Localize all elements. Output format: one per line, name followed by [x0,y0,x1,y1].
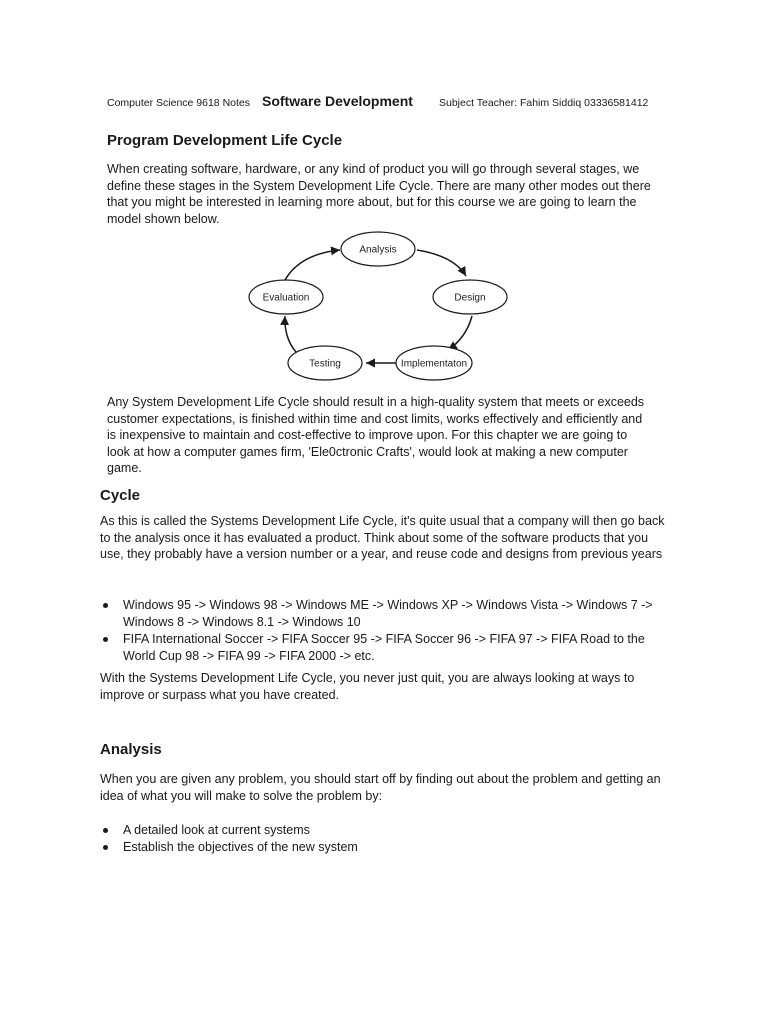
list-item [100,822,666,839]
bullet-icon [103,828,108,833]
arrow-design-to-implementation [448,316,472,350]
cycle-bullet-list [100,597,666,665]
node-testing-label: Testing [309,358,341,370]
document-title: Software Development [262,93,413,109]
bullet-icon [103,603,108,608]
teacher-label: Subject Teacher: Fahim Siddiq 03336581412 [439,97,649,109]
node-implementation-label: Implementaton [400,358,468,370]
pdlc-intro-paragraph: When creating software, hardware, or any kind of product you will go through several stages, we define these stages in the System Development Life Cycle. There are many other modes out there that you might be interested in learning more about, but for this course we are going to learn the model shown below. [107,162,651,226]
bullet-icon [103,845,108,850]
node-implementation [396,346,472,380]
list-item-text: A detailed look at current systems [123,823,310,837]
list-item-text: Windows 95 -> Windows 98 -> Windows ME -> Windows XP -> Windows Vista -> Windows 7 -> Windows 8 -> Windows 8.1 -> Windows 10 [123,598,653,629]
arrow-testing-to-evaluation [285,316,296,352]
cycle-intro-paragraph: As this is called the Systems Development Life Cycle, it's quite usual that a company will then go back to the analysis once it has evaluated a product. Think about some of the software products that you use, they probably have a version number or a year, and reuse code and designs from previous years [100,514,665,561]
list-item-text: FIFA International Soccer -> FIFA Soccer 95 -> FIFA Soccer 96 -> FIFA 97 -> FIFA Road to the World Cup 98 -> FIFA 99 -> FIFA 2000 -> etc. [123,632,645,663]
node-analysis [341,232,415,266]
node-evaluation [249,280,323,314]
analysis-intro-paragraph: When you are given any problem, you should start off by finding out about the problem and getting an idea of what you will make to solve the problem by: [100,772,661,803]
pdlc-outro-paragraph: Any System Development Life Cycle should result in a high-quality system that meets or exceeds customer expectations, is finished within time and cost limits, works effectively and efficiently and is inexpensive to maintain and cost-effective to improve upon. For this chapter we are going to look at how a computer games firm, 'Ele0ctronic Crafts', would look at making a new computer game. [107,395,645,475]
life-cycle-diagram-svg [240,228,520,383]
list-item [100,839,666,856]
analysis-bullet-list [100,822,666,855]
cycle-outro-paragraph: With the Systems Development Life Cycle, you never just quit, you are always looking at ways to improve or surpass what you have created. [100,671,635,702]
pdlc-heading: Program Development Life Cycle [107,132,343,149]
node-design [433,280,507,314]
life-cycle-diagram [240,228,520,383]
course-label: Computer Science 9618 Notes [107,97,250,109]
analysis-heading: Analysis [100,741,162,758]
arrow-analysis-to-design [417,250,466,276]
node-design-label: Design [454,292,486,304]
node-analysis-label: Analysis [359,244,397,256]
page-header [107,93,667,113]
arrow-evaluation-to-analysis [285,250,340,280]
list-item [100,631,666,664]
cycle-heading: Cycle [100,487,141,504]
node-evaluation-label: Evaluation [262,292,310,304]
bullet-icon [103,637,108,642]
node-testing [288,346,362,380]
list-item [100,597,666,630]
list-item-text: Establish the objectives of the new system [123,839,358,854]
